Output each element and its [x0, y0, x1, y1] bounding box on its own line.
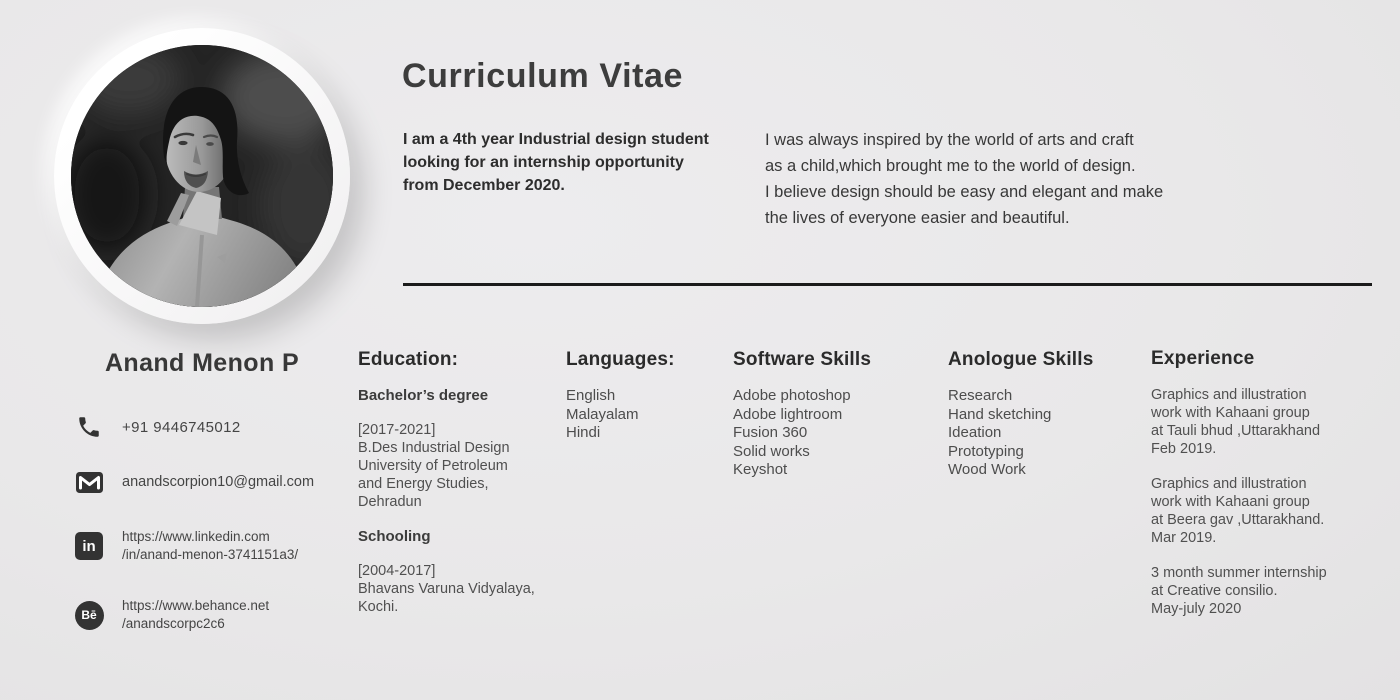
intro-left-line: looking for an internship opportunity [403, 154, 684, 171]
phone-icon [74, 414, 104, 440]
education-line: Dehradun [358, 494, 422, 510]
intro-right-paragraph [765, 127, 1163, 231]
behance-url-line-2: /anandscorpc2c6 [122, 616, 225, 631]
intro-right-line: as a child,which brought me to the world of design. [765, 157, 1136, 175]
section-anologue-skills [948, 349, 1138, 497]
education-heading: Education: [358, 349, 459, 370]
software-skill-item: Adobe photoshop [733, 387, 851, 404]
software-skills-list [733, 387, 923, 480]
section-education [358, 349, 553, 633]
section-languages [566, 349, 716, 460]
contact-row-linkedin[interactable] [74, 526, 314, 566]
linkedin-url-line-1: https://www.linkedin.com [122, 529, 270, 544]
language-item: English [566, 387, 616, 404]
experience-heading: Experience [1151, 348, 1255, 369]
behance-glyph: Bē [75, 601, 104, 630]
education-line: Kochi. [358, 599, 399, 615]
intro-left-line: I am a 4th year Industrial design student [403, 131, 709, 148]
education-subheading-degree: Bachelor’s degree [358, 387, 489, 404]
education-schooling-details [358, 562, 553, 616]
contact-row-email[interactable] [74, 467, 314, 497]
software-skill-item: Adobe lightroom [733, 405, 843, 423]
experience-line: work with Kahaani group [1151, 494, 1310, 510]
anologue-skill-item: Wood Work [948, 461, 1026, 478]
software-skill-item: Fusion 360 [733, 424, 808, 441]
page-title: Curriculum Vitae [402, 57, 684, 95]
experience-line: 3 month summer internship [1151, 565, 1327, 581]
section-divider [403, 283, 1372, 286]
education-line: University of Petroleum [358, 458, 508, 474]
education-line: Bhavans Varuna Vidyalaya, [358, 581, 535, 597]
contact-row-behance[interactable] [74, 595, 314, 635]
experience-line: at Tauli bhud ,Uttarakhand [1151, 423, 1321, 439]
contact-row-phone[interactable] [74, 412, 314, 442]
experience-line: at Beera gav ,Uttarakhand. [1151, 512, 1325, 528]
anologue-skills-list [948, 387, 1138, 480]
email-address: anandscorpion10@gmail.com [122, 474, 315, 490]
linkedin-url [122, 528, 298, 564]
languages-list [566, 387, 716, 443]
behance-icon [74, 601, 104, 630]
intro-right-line: the lives of everyone easier and beautiful. [765, 209, 1070, 227]
anologue-skills-heading: Anologue Skills [948, 349, 1094, 370]
experience-line: at Creative consilio. [1151, 583, 1278, 599]
experience-line: Graphics and illustration [1151, 476, 1307, 492]
intro-left-line: from December 2020. [403, 177, 565, 194]
profile-photo [71, 45, 333, 307]
language-item: Hindi [566, 424, 601, 441]
software-skill-item: Solid works [733, 442, 810, 460]
software-skill-item: Keyshot [733, 461, 788, 478]
anologue-skill-item: Research [948, 387, 1013, 404]
experience-entry [1151, 475, 1381, 547]
linkedin-url-line-2: /in/anand-menon-3741151a3/ [122, 547, 299, 562]
language-item: Malayalam [566, 405, 639, 423]
phone-number: +91 9446745012 [122, 418, 241, 436]
section-experience [1151, 348, 1381, 635]
portrait-illustration [71, 45, 333, 307]
behance-url [122, 597, 269, 633]
intro-left-paragraph [403, 128, 709, 197]
intro-right-line: I was always inspired by the world of arts and craft [765, 131, 1134, 149]
profile-photo-disc [54, 28, 350, 324]
anologue-skill-item: Hand sketching [948, 405, 1052, 423]
anologue-skill-item: Ideation [948, 424, 1002, 441]
education-line: B.Des Industrial Design [358, 440, 510, 456]
education-line: and Energy Studies, [358, 476, 489, 492]
experience-line: work with Kahaani group [1151, 405, 1310, 421]
education-degree-details [358, 421, 553, 511]
experience-line: Feb 2019. [1151, 441, 1217, 457]
linkedin-glyph: in [75, 532, 103, 560]
experience-entry [1151, 564, 1381, 618]
languages-heading: Languages: [566, 349, 675, 370]
experience-line: May-july 2020 [1151, 601, 1242, 617]
gmail-icon [74, 472, 104, 493]
education-line: [2004-2017] [358, 563, 436, 579]
experience-line: Mar 2019. [1151, 530, 1217, 546]
profile-name: Anand Menon P [104, 349, 300, 377]
experience-entry [1151, 386, 1381, 458]
intro-right-line: I believe design should be easy and elegant and make [765, 183, 1164, 201]
section-software-skills [733, 349, 923, 497]
education-line: [2017-2021] [358, 422, 436, 438]
contact-list [74, 412, 314, 635]
software-skills-heading: Software Skills [733, 349, 872, 370]
experience-line: Graphics and illustration [1151, 387, 1307, 403]
education-subheading-schooling: Schooling [358, 528, 431, 545]
anologue-skill-item: Prototyping [948, 442, 1024, 460]
behance-url-line-1: https://www.behance.net [122, 598, 270, 613]
linkedin-icon [74, 532, 104, 560]
